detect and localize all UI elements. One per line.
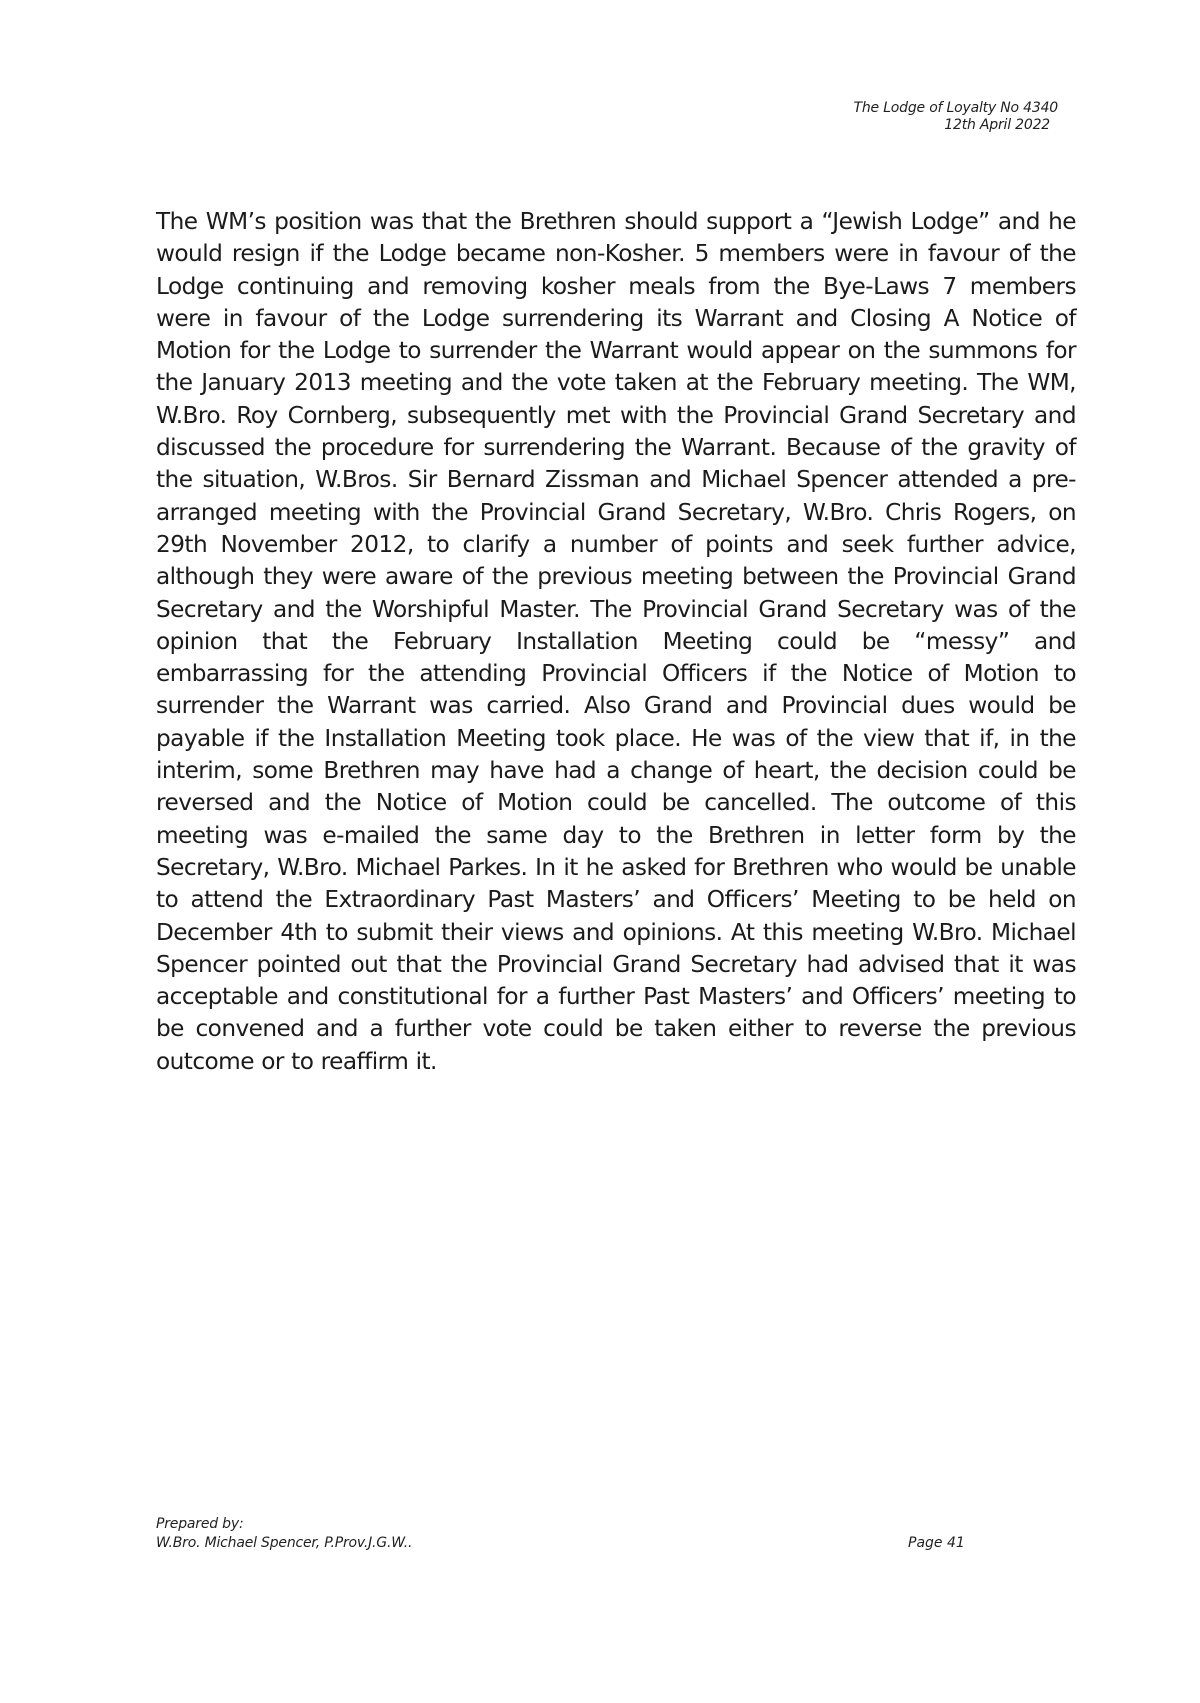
prepared-by-author: W.Bro. Michael Spencer, P.Prov.J.G.W.. [156,1535,413,1551]
prepared-by-label: Prepared by: [156,1516,244,1532]
prepared-by-block [156,1515,412,1553]
body-paragraph: The WM’s position was that the Brethren should support a “Jewish Lodge” and he would resign if the Lodge became non-Kosher. 5 members were in favour of the Lodge continuing and removing kosher meals from the Bye-Laws 7 members were in favour of the Lodge surrendering its Warrant and Closing A Notice of Motion for the Lodge to surrender the Warrant would appear on the summons for the January 2013 meeting and the vote taken at the February meeting. The WM, W.Bro. Roy Cornberg, subsequently met with the Provincial Grand Secretary and discussed the procedure for surrendering the Warrant. Because of the gravity of the situation, W.Bros. Sir Bernard Zissman and Michael Spencer attended a pre-arranged meeting with the Provincial Grand Secretary, W.Bro. Chris Rogers, on 29th November 2012, to clarify a number of points and seek further advice, although they were aware of the previous meeting between the Provincial Grand Secretary and the Worshipful Master. The Provincial Grand Secretary was of the opinion that the February Installation Meeting could be “messy” and embarrassing for the attending Provincial Officers if the Notice of Motion to surrender the Warrant was carried. Also Grand and Provincial dues would be payable if the Installation Meeting took place. He was of the view that if, in the interim, some Brethren may have had a change of heart, the decision could be reversed and the Notice of Motion could be cancelled. The outcome of this meeting was e-mailed the same day to the Brethren in letter form by the Secretary, W.Bro. Michael Parkes. In it he asked for Brethren who would be unable to attend the Extraordinary Past Masters’ and Officers’ Meeting to be held on December 4th to submit their views and opinions. At this meeting W.Bro. Michael Spencer pointed out that the Provincial Grand Secretary had advised that it was acceptable and constitutional for a further Past Masters’ and Officers’ meeting to be convened and a further vote could be taken either to reverse the previous outcome or to reaffirm it. [156,208,1076,1075]
page-number: Page 41 [908,1535,965,1551]
lodge-name: The Lodge of Loyalty No 4340 [853,100,1058,116]
page-header [854,100,1059,134]
document-date: 12th April 2022 [944,117,1050,133]
